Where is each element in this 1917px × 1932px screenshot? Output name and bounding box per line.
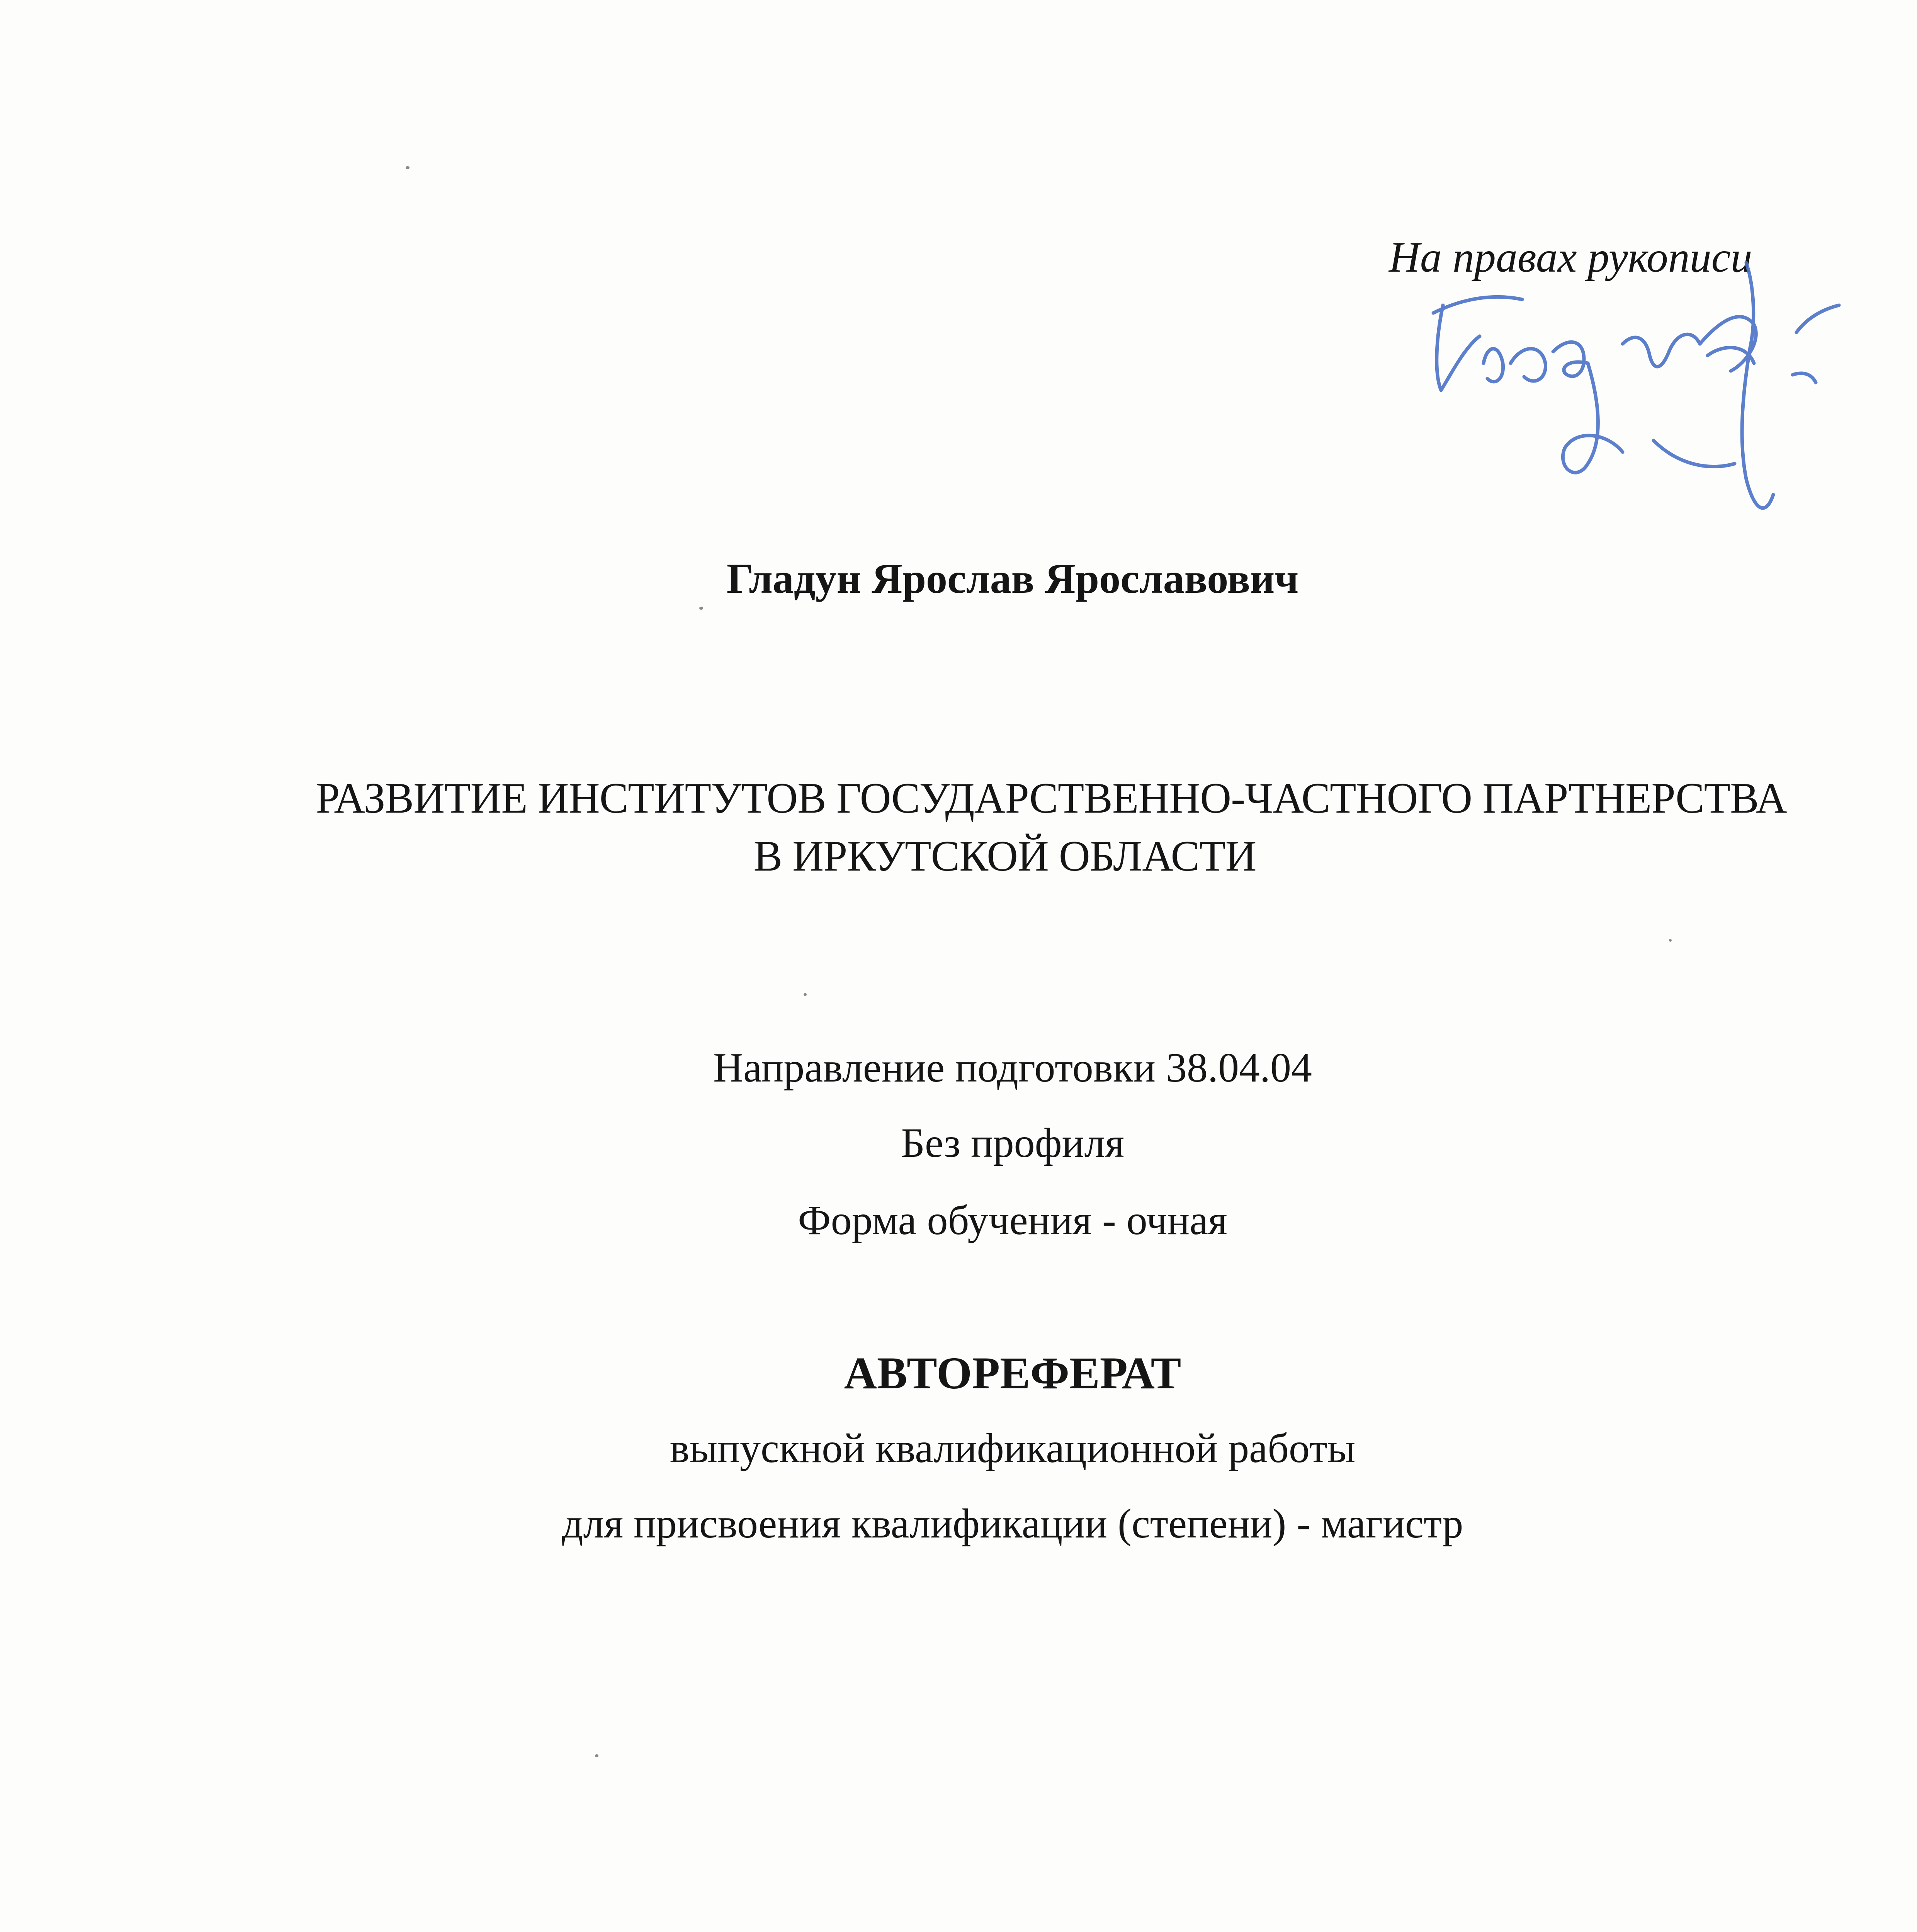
document-purpose-line-1: выпускной квалификационной работы bbox=[670, 1425, 1356, 1471]
study-direction: Направление подготовки 38.04.04 bbox=[713, 1045, 1312, 1091]
thesis-title-line-1: РАЗВИТИЕ ИНСТИТУТОВ ГОСУДАРСТВЕННО-ЧАСТНОГО ПАРТНЕРСТВА bbox=[316, 774, 1787, 822]
scan-speck bbox=[699, 607, 703, 610]
scan-speck bbox=[804, 993, 807, 996]
thesis-title-line-2: В ИРКУТСКОЙ ОБЛАСТИ bbox=[753, 832, 1256, 880]
scan-speck bbox=[1669, 939, 1672, 942]
document-type: АВТОРЕФЕРАТ bbox=[844, 1348, 1181, 1398]
author-name: Гладун Ярослав Ярославович bbox=[726, 555, 1299, 602]
study-form: Форма обучения - очная bbox=[798, 1197, 1227, 1243]
manuscript-note: На правах рукописи bbox=[1389, 233, 1752, 281]
document-purpose-line-2: для присвоения квалификации (степени) - магистр bbox=[562, 1501, 1463, 1547]
scan-speck bbox=[406, 166, 410, 169]
study-profile: Без профиля bbox=[901, 1120, 1125, 1166]
handwritten-signature bbox=[1406, 247, 1854, 541]
scan-speck bbox=[595, 1754, 598, 1757]
